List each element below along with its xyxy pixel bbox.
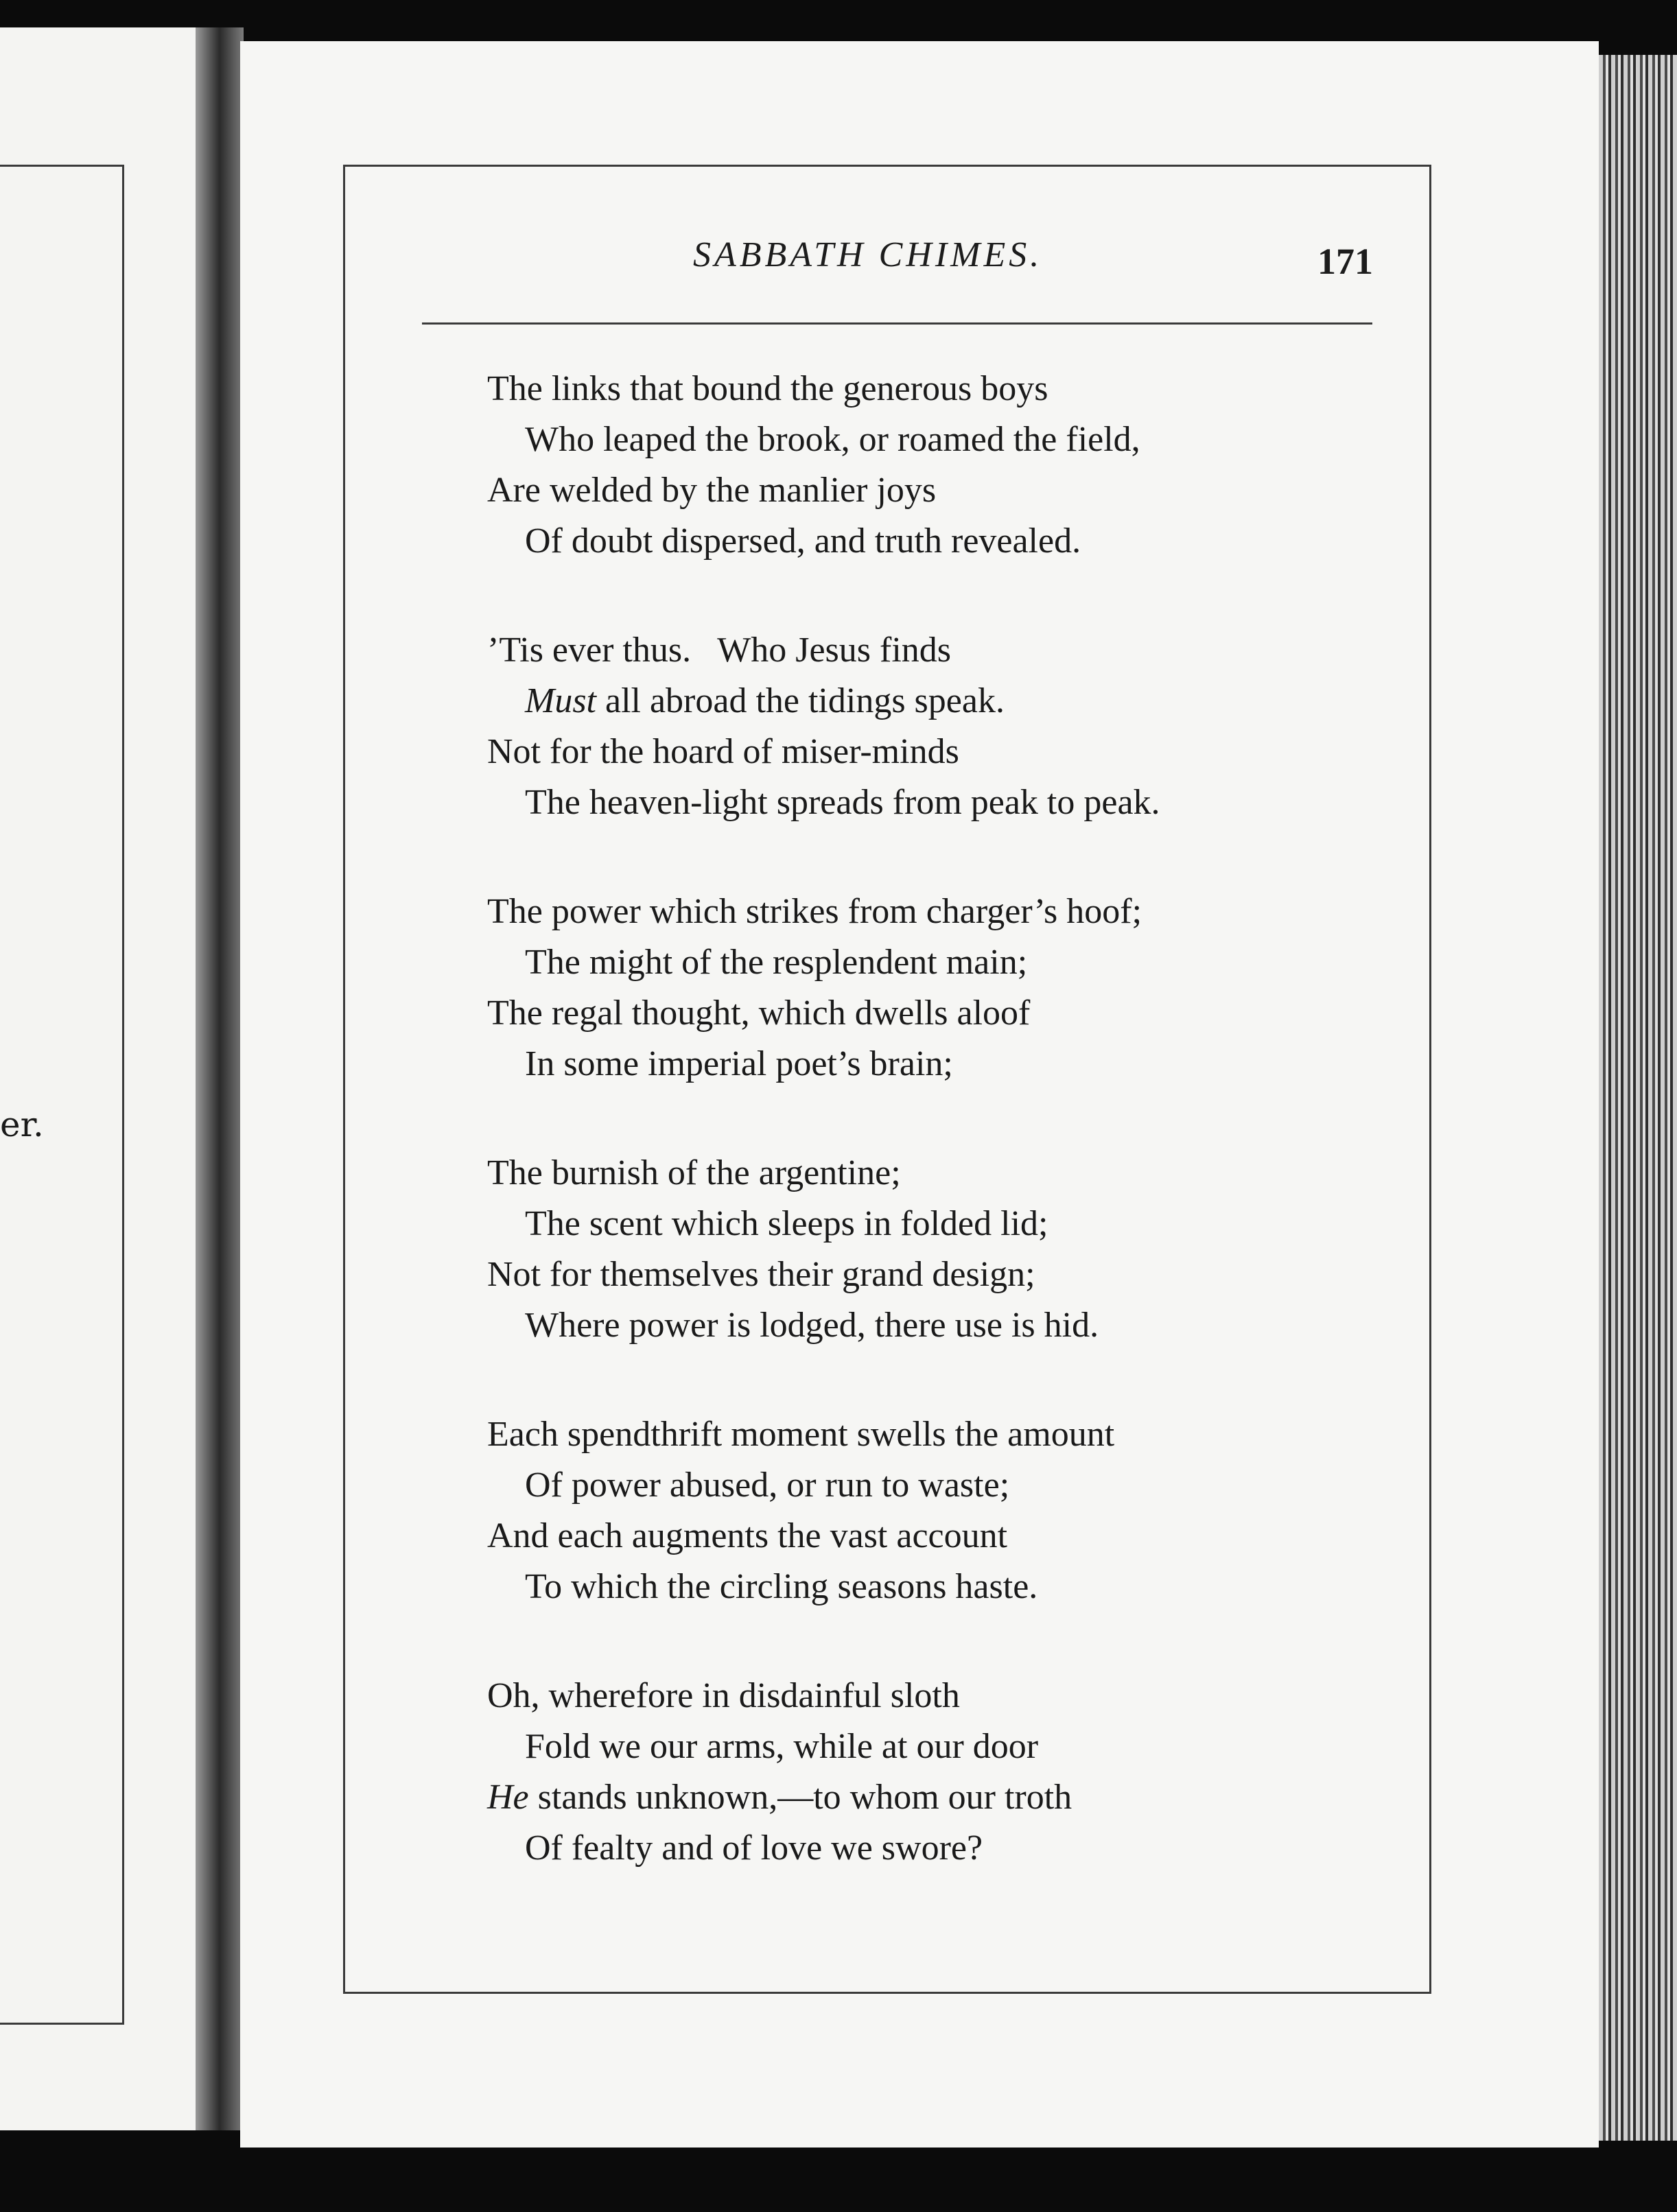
verse-line <box>487 676 1379 727</box>
stanza <box>487 886 1379 1090</box>
verse-line: Oh, wherefore in disdainful sloth <box>487 1676 960 1715</box>
verse-line: The links that bound the generous boys <box>487 369 1048 408</box>
stanza <box>487 1671 1379 1874</box>
italic-word: Must <box>525 681 596 720</box>
poem <box>487 364 1379 1932</box>
verse-line: Of doubt dispersed, and truth revealed. <box>525 521 1081 561</box>
verse-line: The might of the resplendent main; <box>525 943 1028 982</box>
verse-line: ’Tis ever thus. Who Jesus finds <box>487 631 952 670</box>
verse-line: Of power abused, or run to waste; <box>525 1466 1010 1505</box>
verse-line: Of fealty and of love we swore? <box>525 1828 983 1868</box>
verse-line: The scent which sleeps in folded lid; <box>525 1204 1048 1243</box>
verse-line: The power which strikes from charger’s hoof; <box>487 892 1142 931</box>
verse-line: Fold we our arms, while at our door <box>525 1727 1039 1766</box>
stanza <box>487 364 1379 567</box>
verse-line: The heaven-light spreads from peak to peak. <box>525 783 1160 822</box>
left-page-frame <box>0 165 124 2025</box>
verse-line: Not for the hoard of miser-minds <box>487 732 959 771</box>
left-page <box>0 27 196 2130</box>
verse-line: The regal thought, which dwells aloof <box>487 993 1031 1033</box>
verse-line: In some imperial poet’s brain; <box>525 1044 953 1083</box>
verse-line: Each spendthrift moment swells the amount <box>487 1415 1115 1454</box>
page-number: 171 <box>1317 241 1373 282</box>
stanza <box>487 1409 1379 1612</box>
page-edges <box>1599 55 1677 2141</box>
left-page-text-fragment: er. <box>0 1105 44 1144</box>
verse-line <box>487 1772 1379 1823</box>
book-gutter <box>196 27 244 2130</box>
verse-line: To which the circling seasons haste. <box>525 1567 1038 1606</box>
italic-word: He <box>487 1778 529 1817</box>
verse-line: And each augments the vast account <box>487 1516 1008 1555</box>
verse-line: Not for themselves their grand design; <box>487 1255 1035 1294</box>
verse-line: Where power is lodged, there use is hid. <box>525 1306 1099 1345</box>
header-rule <box>422 322 1372 325</box>
running-title: SABBATH CHIMES. <box>693 235 1043 274</box>
verse-line: Who leaped the brook, or roamed the field, <box>525 420 1140 459</box>
stanza <box>487 1148 1379 1351</box>
verse-line: Are welded by the manlier joys <box>487 471 937 510</box>
verse-line: The burnish of the argentine; <box>487 1153 901 1192</box>
verse-line-rest: stands unknown,—to whom our troth <box>528 1778 1072 1817</box>
stanza <box>487 625 1379 828</box>
verse-line-rest: all abroad the tidings speak. <box>596 681 1005 720</box>
